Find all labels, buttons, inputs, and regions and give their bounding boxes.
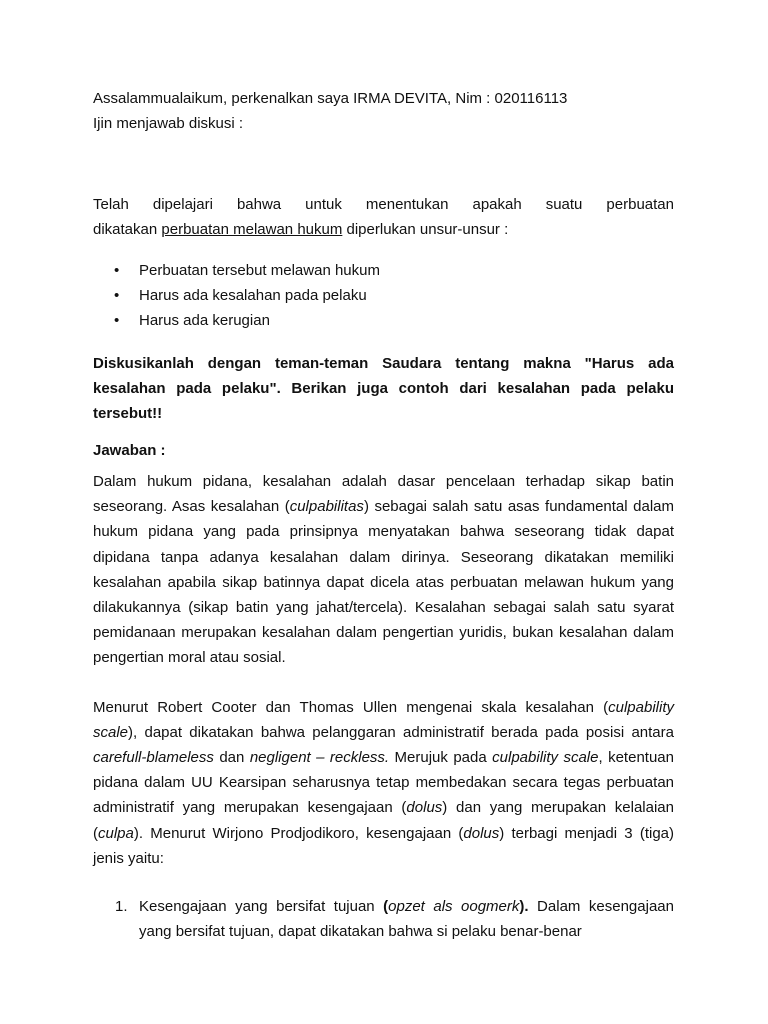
- answer-paragraph-1: [93, 469, 674, 671]
- greeting-line: Assalammualaikum, perkenalkan saya IRMA DEVITA, Nim : 020116113: [93, 90, 568, 107]
- item-text-rest: Dalam kesengajaan yang bersifat tujuan, dapat dikatakan bahwa si pelaku benar-benar: [139, 898, 674, 941]
- premise-line-2: [93, 217, 674, 242]
- intro-line: Ijin menjawab diskusi :: [93, 115, 244, 132]
- answer-paragraph-2: [93, 695, 674, 871]
- intent-types-list: [93, 894, 674, 944]
- para2-text: dan: [213, 749, 250, 767]
- para2-text: Merujuk pada: [389, 749, 493, 767]
- answer-heading: Jawaban :: [93, 442, 166, 459]
- list-item: • Perbuatan tersebut melawan hukum: [93, 258, 674, 283]
- para2-term: culpa: [98, 824, 134, 842]
- premise-underlined-term: perbuatan melawan hukum: [161, 221, 343, 238]
- para2-term: dolus: [406, 799, 443, 817]
- para2-text: , ketentuan pidana dalam UU Kearsipan seharusnya tetap membedakan secara tegas perbuatan administratif yang merupakan kesengajaan (: [93, 749, 674, 817]
- para2-term: culpability scale: [492, 749, 599, 767]
- item-term: opzet als oogmerk: [388, 898, 520, 916]
- premise-text: dikatakan: [93, 221, 162, 238]
- list-number: 1.: [115, 898, 128, 916]
- para2-text: ) dan yang merupakan kelalaian (: [93, 799, 674, 842]
- premise-paragraph: [93, 192, 674, 242]
- para2-term: negligent – reckless.: [249, 749, 390, 767]
- list-item: • Harus ada kerugian: [93, 308, 674, 333]
- premise-text-end: diperlukan unsur-unsur :: [342, 221, 509, 238]
- premise-line-1: Telah dipelajari bahwa untuk menentukan apakah suatu perbuatan: [93, 196, 674, 213]
- para2-text: ). Menurut Wirjono Prodjodikoro, kesengajaan (: [133, 824, 464, 842]
- list-item: [93, 894, 674, 944]
- para1-term: culpabilitas: [289, 498, 364, 516]
- para1-text-rest: ) sebagai salah satu asas fundamental dalam hukum pidana yang pada prinsipnya menyatakan bahwa seseorang tidak dapat dipidana tanpa adanya kesalahan dalam dirinya. Seseorang dikatakan memiliki kesalahan apabila sikap batinnya dapat dicela atas perbuatan melawan hukum yang dilakukannya (sikap batin yang jahat/tercela). Kesalahan sebagai salah satu syarat pemidanaan merupakan kesalahan dalam pengertian yuridis, bukan kesalahan dalam pengertian moral atau sosial.: [93, 498, 674, 667]
- item-text: Kesengajaan yang bersifat tujuan: [139, 898, 384, 916]
- para2-term: dolus: [463, 824, 500, 842]
- document-page: [93, 86, 674, 944]
- para2-text: ), dapat dikatakan bahwa pelanggaran administratif berada pada posisi antara: [128, 723, 674, 741]
- para2-term: culpability scale: [93, 698, 674, 741]
- para1-text: Dalam hukum pidana, kesalahan adalah dasar pencelaan terhadap sikap batin seseorang. Asas kesalahan (: [93, 473, 674, 516]
- elements-list: [93, 258, 674, 333]
- para2-text: Menurut Robert Cooter dan Thomas Ullen mengenai skala kesalahan (: [93, 698, 609, 716]
- item-bold: (: [383, 898, 389, 916]
- discussion-question: Diskusikanlah dengan teman-teman Saudara tentang makna "Harus ada kesalahan pada pelaku". Berikan juga contoh dari kesalahan pada pelaku tersebut!!: [93, 355, 674, 422]
- list-item: • Harus ada kesalahan pada pelaku: [93, 283, 674, 308]
- item-bold: ).: [519, 898, 529, 916]
- para2-term: carefull-blameless: [93, 749, 214, 767]
- para2-text: ) terbagi menjadi 3 (tiga) jenis yaitu:: [93, 824, 674, 867]
